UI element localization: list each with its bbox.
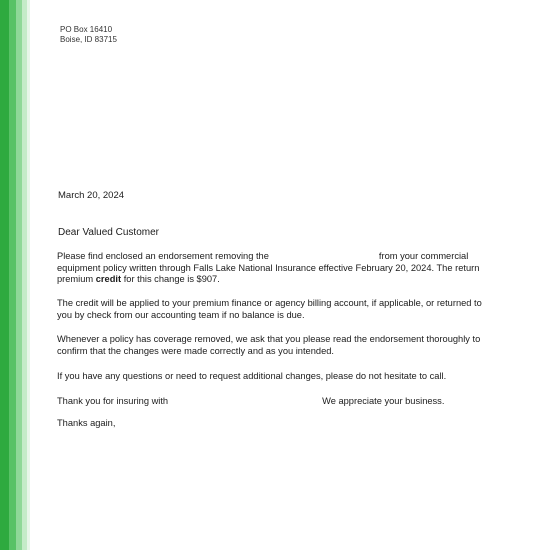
line-text: Please find enclosed an endorsement removing the [57,251,269,261]
green-stripe [27,0,30,550]
paragraph-line: Whenever a policy has coverage removed, we ask that you please read the endorsement thoroughly to [57,334,481,344]
paragraph-line: you by check from our accounting team if no balance is due. [57,309,305,320]
paragraph-line [57,274,479,286]
closing: Thanks again, [57,418,116,428]
paragraph-line: The credit will be applied to your premium finance or agency billing account, if applicable, or returned to [57,298,482,308]
line-text: premium [57,274,94,284]
line-text: Thank you for insuring with [57,396,169,406]
line-text: We appreciate your business. [322,396,445,406]
line-text: for this change is $907. [123,274,220,284]
address-line-2: Boise, ID 83715 [60,35,117,44]
green-stripe [9,0,16,550]
green-stripe [0,0,9,550]
paragraph-line [57,251,479,263]
return-address [60,25,117,45]
line-text: from your commercial [378,251,469,261]
paragraph-line: confirm that the changes were made correctly and as you intended. [57,345,334,356]
paragraph-endorsement [57,251,479,286]
paragraph-questions [57,371,446,383]
paragraph-line: If you have any questions or need to request additional changes, please do not hesitate to call. [57,371,447,381]
paragraph-thanks [57,396,444,408]
paragraph-line: equipment policy written through Falls Lake National Insurance effective February 20, 2024. The return [57,262,480,273]
paragraph-credit [57,298,482,321]
address-line-1: PO Box 16410 [60,25,113,34]
salutation: Dear Valued Customer [58,227,159,238]
letter-date: March 20, 2024 [58,190,125,201]
paragraph-coverage [57,334,480,357]
bold-word: credit [95,274,122,284]
paragraph-line [57,396,444,408]
